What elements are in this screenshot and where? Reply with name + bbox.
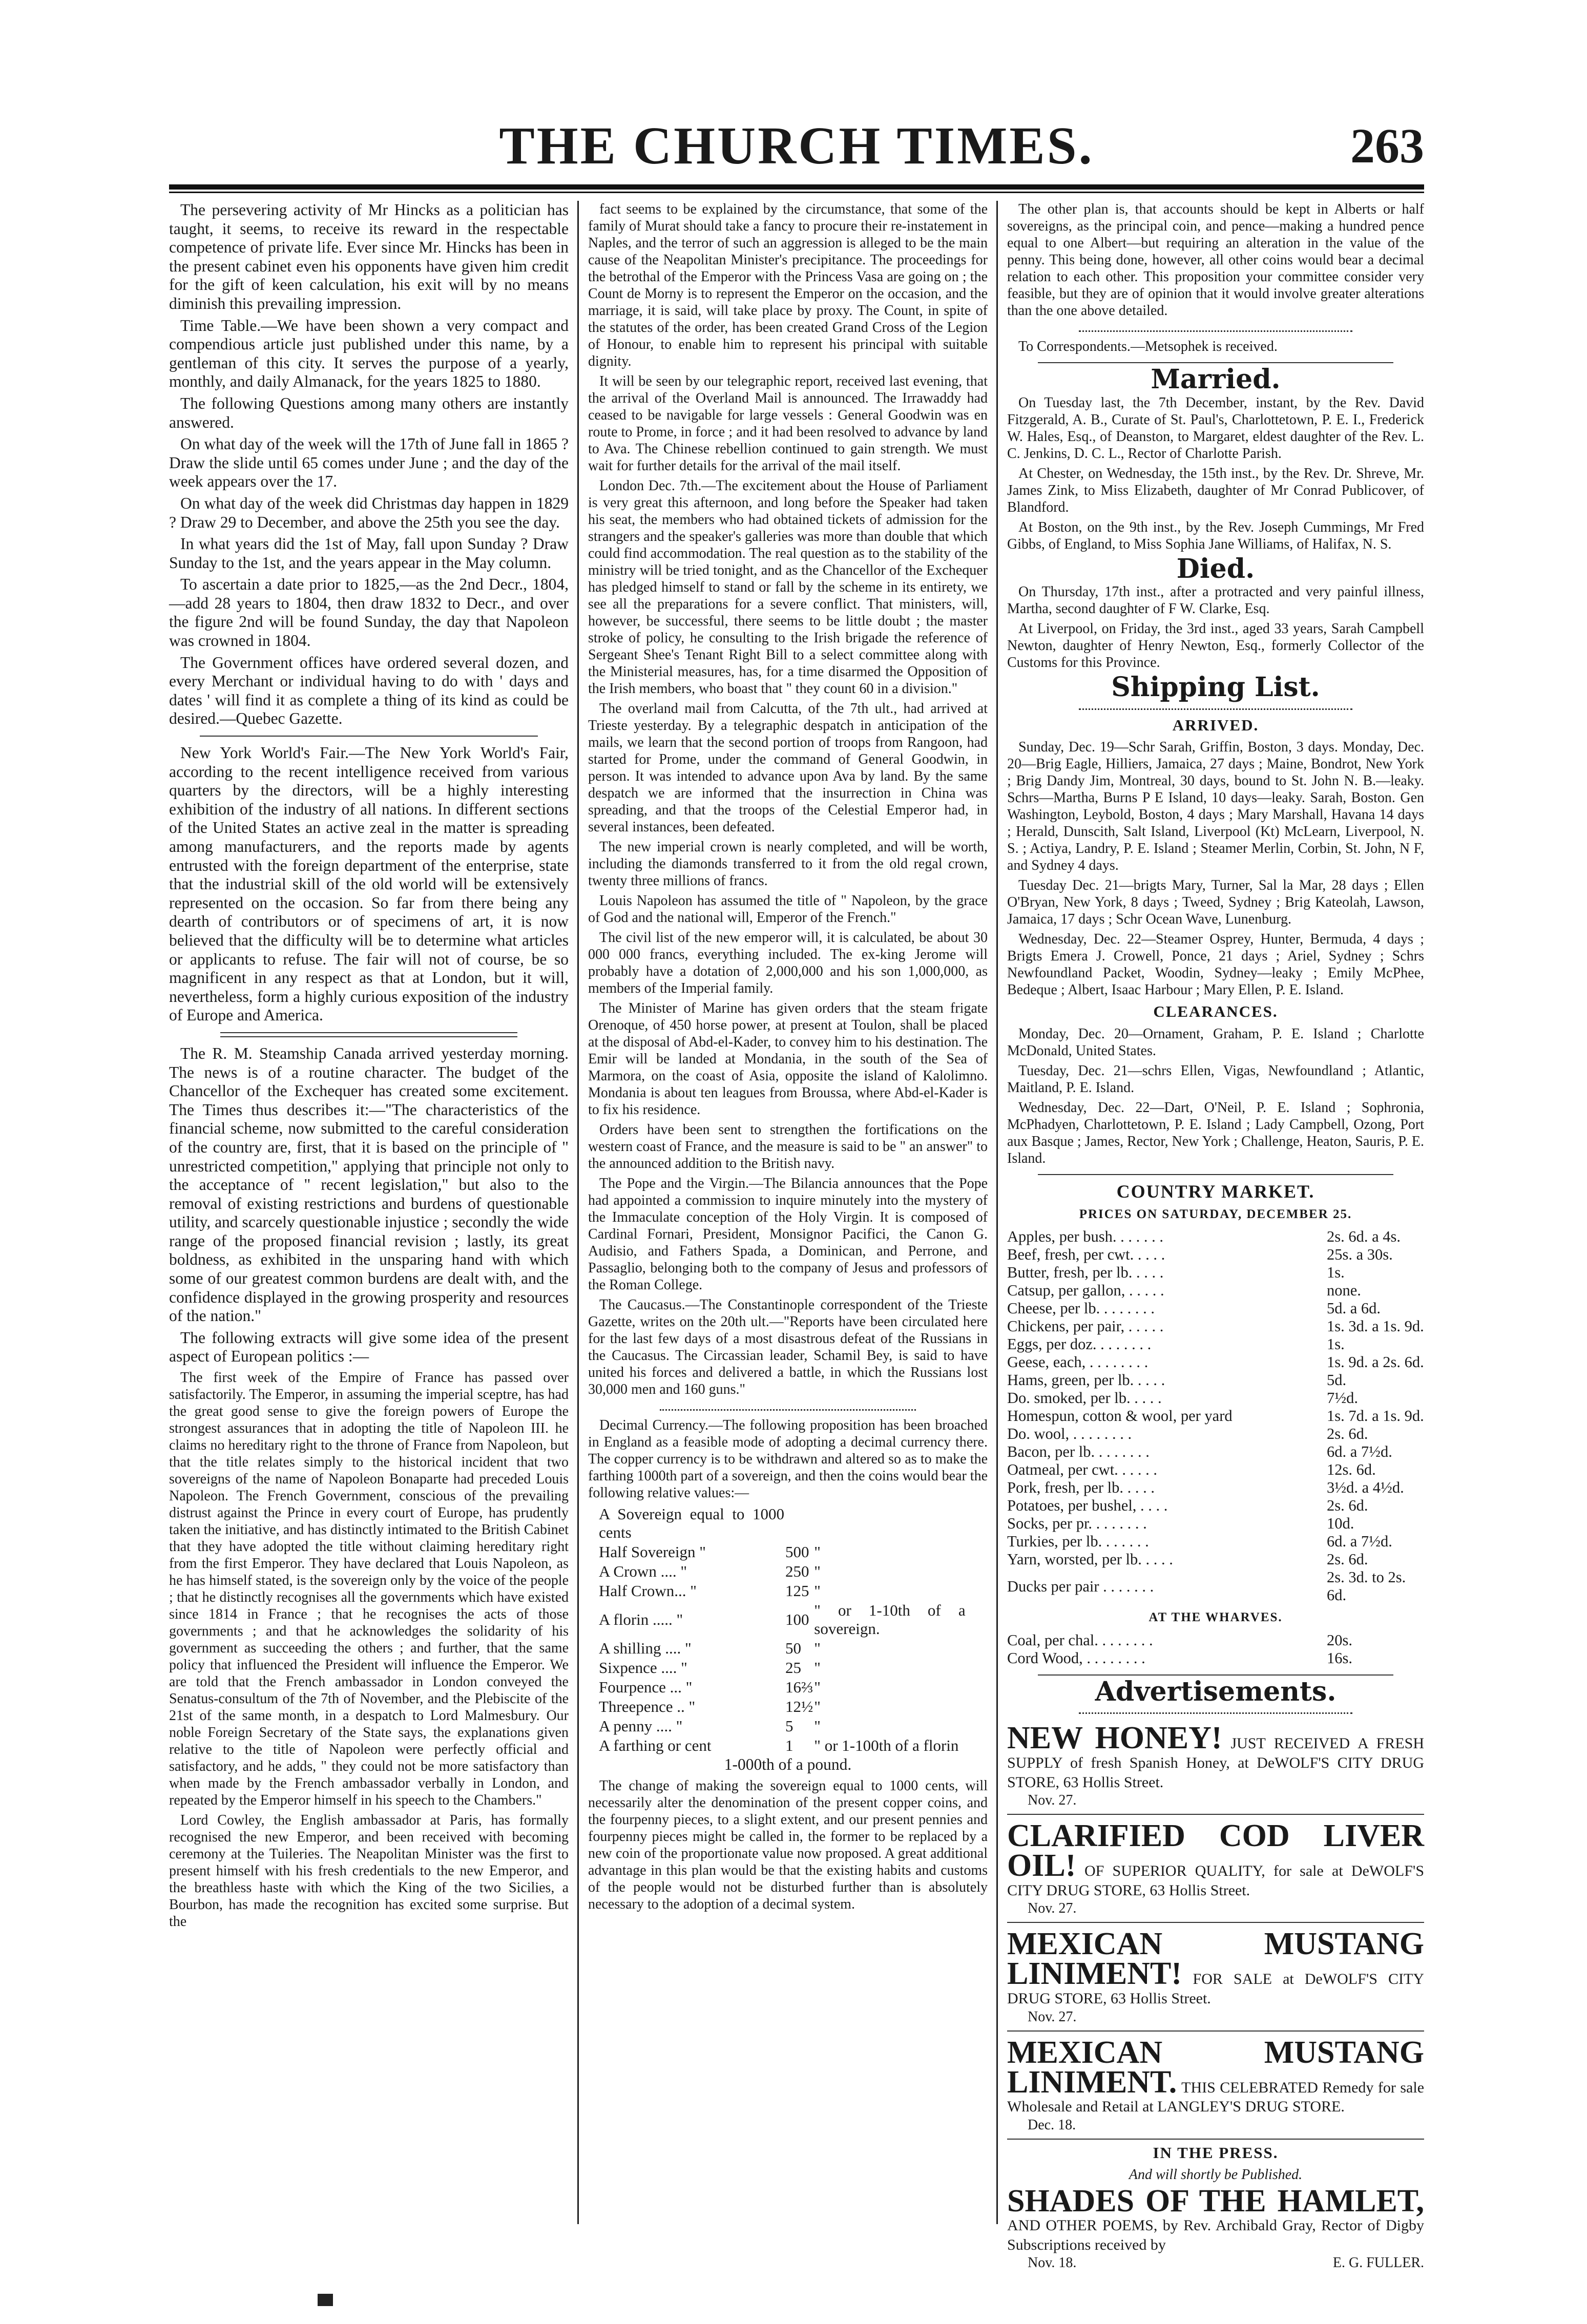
masthead-rule [169,184,1424,190]
market-heading: COUNTRY MARKET. [1116,1181,1315,1202]
section-separator [1038,1174,1393,1175]
masthead-title: THE CHURCH TIMES. [499,116,1094,175]
shipping-paragraph: Tuesday Dec. 21—brigts Mary, Turner, Sal la Mar, 28 days ; Ellen O'Bryan, New York, 8 days ; Tweed, Sydney ; Brig Kateolah, Lawson, Jamaica, 17 days ; Schr Ocean Wave, Lunenburg. [1007,877,1424,928]
table-row [1007,1461,1424,1479]
ad-signature: E. G. FULLER. [1332,2255,1424,2271]
article-paragraph: The other plan is, that accounts should be kept in Alberts or half sovereigns, as the principal coin, and pence—making a hundred pence equal to one Albert—but requiring an alteration in the value of the penny. This being done, however, all other coins would bear a decimal relation to each other. This proposition your committee consider very feasible, but they are of opinion that it would involve greater alterations than the one above detailed. [1007,201,1424,319]
table-row [1007,1631,1424,1649]
ad-date: Nov. 27. [1028,1792,1077,1809]
market-price: 10d. [1327,1515,1354,1533]
shipping-paragraph: Tuesday, Dec. 21—schrs Ellen, Vigas, Newfoundland ; Atlantic, Maitland, P. E. Island. [1007,1062,1424,1096]
article-paragraph: The Caucasus.—The Constantinople correspondent of the Trieste Gazette, writes on the 20th ult.—"Reports have been circulated here for the last few days of a most disastrous defeat of the Russians in the Caucasus. The Circassian leader, Schamil Bey, is said to have united his forces and delivered a battle, in which the Russians lost 30,000 men and 160 guns." [588,1297,988,1397]
market-item: Yarn, worsted, per lb. . . . . [1007,1551,1173,1568]
table-row [598,1601,966,1639]
market-item: Turkies, per lb. . . . . . . [1007,1533,1149,1551]
clearances-heading: CLEARANCES. [1153,1002,1278,1021]
market-price: 16s. [1327,1649,1352,1667]
currency-value: 50 [785,1639,802,1657]
market-price: 25s. a 30s. [1327,1246,1393,1264]
article-paragraph: The following Questions among many others are instantly answered. [169,394,569,431]
section-separator [1079,1707,1352,1714]
ad-headline: SHADES OF THE HAMLET, [1007,2184,1424,2219]
column-2 [588,201,988,2224]
article-paragraph: In what years did the 1st of May, fall upon Sunday ? Draw Sunday to the 1st, and the years appear in the May column. [169,535,569,572]
currency-note: " or 1-100th of a florin [814,1736,959,1754]
market-item: Coal, per chal. . . . . . . . [1007,1631,1153,1649]
currency-name: A penny .... " [599,1717,683,1735]
currency-name: A Crown .... " [599,1562,687,1580]
currency-value: 250 [785,1562,809,1580]
table-row [1007,1282,1424,1300]
article-paragraph: fact seems to be explained by the circumstance, that some of the family of Murat should take a fancy to procure their re-instatement in Naples, and the terror of such an aggression is alleged to be the main cause of the Neapolitan Minister's precipitance. The proceedings for the betrothal of the Emperor with the Princess Vasa are going on ; the Count de Morny is to represent the Emperor on the occasion, and the marriage, it is said, will take place by proxy. The Count, in spite of the statutes of the order, has been created Grand Cross of the Legion of Honour, to enable him to represent his principal with suitable dignity. [588,201,988,369]
article-paragraph: The civil list of the new emperor will, it is calculated, be about 30 000 000 francs, everything included. The ex-king Jerome will probably have a dotation of 2,000,000 and his son 1,000,000, as members of the Imperial family. [588,930,988,996]
page-number: 263 [1350,118,1424,173]
article-paragraph: The Minister of Marine has given orders that the steam frigate Orenoque, of 450 horse power, at present at Toulon, shall be placed at the disposal of Abd-el-Kader, to convey him to his destination. The Emir will be landed at Mondania, in the south of the Sea of Marmora, on the coast of Asia, opposite the island of Kalolimno. Mondania is about ten leagues from Broussa, where Abd-el-Kader is to fix his residence. [588,1000,988,1118]
market-price: 1s. 9d. a 2s. 6d. [1327,1353,1424,1371]
ad-text: OF SUPERIOR QUALITY, for sale at DeWOLF'S CITY DRUG STORE, 63 Hollis Street. [1007,1862,1424,1899]
article-paragraph: The Pope and the Virgin.—The Bilancia announces that the Pope had appointed a commission to inquire minutely into the mystery of the Immaculate conception of the Holy Virgin. It is composed of Cardinal Fornari, President, Monsignor Pacifici, the Canon G. Audisio, and Fathers Spada, a Dominican, and Perrone, and Passaglio, belonging both to the company of Jesus and professors of the Roman College. [588,1176,988,1293]
notice-paragraph: On Tuesday last, the 7th December, instant, by the Rev. David Fitzgerald, A. B., Curate of St. Paul's, Charlottetown, P. E. I., Frederick W. Hales, Esq., of Deanston, to Margaret, eldest daughter of the Rev. L. C. Jenkins, D. C. L., Rector of Charlotte Parish. [1007,394,1424,462]
notice-paragraph: At Liverpool, on Friday, the 3rd inst., aged 33 years, Sarah Campbell Newton, daughter of Henry Newton, Esq., formerly Collector of the Customs for this Province. [1007,621,1424,671]
article-paragraph: Time Table.—We have been shown a very compact and compendious article just published under this name, by a gentleman of this city. It serves the purpose of a yearly, monthly, and daily Almanack, for the years 1825 to 1880. [169,316,569,391]
table-row [598,1658,966,1678]
married-heading: Married. [1151,364,1281,395]
shipping-heading: Shipping List. [1111,672,1320,703]
currency-value: 25 [785,1659,802,1677]
market-price: 1s. [1327,1264,1345,1282]
market-item: Apples, per bush. . . . . . . [1007,1228,1163,1246]
currency-name: A farthing or cent [599,1736,712,1754]
column-divider-1 [577,201,579,2224]
market-price: 2s. 6d. [1327,1497,1368,1515]
currency-name: A Sovereign equal to 1000 cents [599,1505,785,1541]
table-row [1007,1443,1424,1461]
section-separator [220,1032,517,1037]
article-paragraph: The overland mail from Calcutta, of the 7th ult., had arrived at Trieste yesterday. By a telegraphic despatch in anticipation of the mails, we learn that the second portion of troops from Rangoon, had started for Prome, under the command of General Goodwin, in person. It was intended to advance upon Ava by land. By the same despatch we are informed that the insurrection in China was spreading, and that the troops of the Celestial Emperor had, in several instances, been defeated. [588,701,988,835]
currency-note: " [814,1582,821,1600]
market-item: Cord Wood, . . . . . . . . [1007,1649,1145,1667]
market-price: 2s. 6d. [1327,1425,1368,1443]
market-item: Catsup, per gallon, . . . . . [1007,1282,1164,1300]
section-separator [200,736,538,737]
currency-note: " [814,1717,821,1735]
article-paragraph: It will be seen by our telegraphic report, received last evening, that the arrival of the Overland Mail is announced. The Irrawaddy had ceased to be navigable for large vessels : General Goodwin was en route to Prome, in force ; and it had been resolved to advance by land to Ava. The Chinese rebellion continued to gain strength. We must wait for further details for the arrival of the mail itself. [588,373,988,474]
article-paragraph: The change of making the sovereign equal to 1000 cents, will necessarily alter the denomination of the present copper coins, and the fourpenny pieces, to a slight extent, and our present pennies and fourpenny pieces might be called in, the former to be replaced by a new coin of the proportionate value now proposed. A great additional advantage in this plan would be that the existing habits and customs of the people would not be disturbed further than is absolutely necessary to the adoption of a decimal system. [588,1777,988,1912]
notice-paragraph: At Chester, on Wednesday, the 15th inst., by the Rev. Dr. Shreve, Mr. James Zink, to Miss Elizabeth, daughter of Mr Conrad Publicover, of Blandford. [1007,465,1424,515]
currency-value: 16⅔ [785,1678,813,1696]
table-row [1007,1317,1424,1335]
table-row [598,1639,966,1658]
currency-value: 500 [785,1543,809,1561]
currency-name: Half Crown... " [599,1582,697,1600]
market-item: Cheese, per lb. . . . . . . . [1007,1300,1155,1317]
section-separator [1079,703,1352,710]
masthead [169,110,1424,182]
market-item: Chickens, per pair, . . . . . [1007,1317,1164,1335]
article-paragraph: Decimal Currency.—The following proposition has been broached in England as a feasible mode of adopting a decimal currency there. The copper currency is to be withdrawn and altered so as to make the farthing 1000th part of a sovereign, and then the coins would bear the following relative values:— [588,1417,988,1501]
market-item: Do. smoked, per lb. . . . . [1007,1389,1162,1407]
died-heading: Died. [1176,553,1255,584]
section-separator [1038,362,1393,363]
market-item: Geese, each, . . . . . . . . [1007,1353,1149,1371]
currency-note: " [814,1659,821,1677]
article-paragraph: The following extracts will give some idea of the present aspect of European politics :— [169,1328,569,1366]
advertisement [1007,1818,1424,1923]
shipping-paragraph: Wednesday, Dec. 22—Steamer Osprey, Hunter, Bermuda, 4 days ; Brigts Emera J. Crowell, Ponce, 21 days ; Ariel, Sydney ; Schrs Newfoundland Packet, Woodin, Sydney—leaky ; Emily McPhee, Bedeque ; Albert, Isaac Harbour ; Mary Ellen, P. E. Island. [1007,931,1424,998]
currency-note: " [814,1678,821,1696]
table-row [1007,1425,1424,1443]
currency-note: " [814,1639,821,1657]
shipping-paragraph: Monday, Dec. 20—Ornament, Graham, P. E. Island ; Charlotte McDonald, United States. [1007,1025,1424,1059]
table-row [598,1678,966,1697]
wharves-price-table [1007,1631,1424,1667]
correspondents-notice: To Correspondents.—Metsophek is received. [1018,339,1278,354]
ad-text: THIS CELEBRATED Remedy for sale Wholesale and Retail at LANGLEY'S DRUG STORE. [1007,2079,1425,2116]
ad-text: FOR SALE at DeWOLF'S CITY DRUG STORE, 63 Hollis Street. [1007,1971,1425,2007]
table-row [598,1504,966,1542]
advertisement [1007,1926,1424,2031]
currency-name: Fourpence ... " [599,1678,693,1696]
market-item: Potatoes, per bushel, . . . . [1007,1497,1168,1515]
market-price: 20s. [1327,1631,1352,1649]
column-1 [169,201,569,2224]
market-price: 1s. 3d. a 1s. 9d. [1327,1317,1424,1335]
currency-value [785,1504,813,1542]
ad-headline: MEXICAN MUSTANG LINIMENT. [1007,2035,1424,2100]
article-paragraph: Orders have been sent to strengthen the fortifications on the western coast of France, and the measure is said to be " an answer" to the announced addition to the British navy. [588,1122,988,1171]
currency-name: Sixpence .... " [599,1659,687,1677]
currency-note: " [814,1543,821,1561]
ad-headline: CLARIFIED COD LIVER OIL! [1007,1818,1424,1883]
ad-date: Nov. 18. [1028,2255,1077,2271]
market-item: Socks, per pr. . . . . . . . [1007,1515,1147,1533]
market-subheading: PRICES ON SATURDAY, DECEMBER 25. [1079,1207,1352,1221]
wharves-heading: AT THE WHARVES. [1149,1610,1283,1625]
advertisements-heading: Advertisements. [1095,1676,1337,1707]
ad-headline: NEW HONEY! [1007,1721,1222,1756]
table-row [1007,1371,1424,1389]
table-row [598,1716,966,1736]
column-divider-2 [996,201,998,2224]
market-item: Bacon, per lb. . . . . . . . [1007,1443,1150,1461]
table-row [1007,1568,1424,1604]
market-price: 6d. a 7½d. [1327,1533,1392,1551]
market-item: Hams, green, per lb. . . . . [1007,1371,1165,1389]
market-item: Oatmeal, per cwt. . . . . . [1007,1461,1158,1479]
shipping-paragraph: Wednesday, Dec. 22—Dart, O'Neil, P. E. Island ; Sophronia, McPhadyen, Charlottetown, P. E. Island ; Lady Campbell, Ozong, Port aux Basque ; James, Rector, New York ; Challenge, Heaton, Sauris, P. E. Island. [1007,1099,1424,1166]
market-price: 6d. a 7½d. [1327,1443,1392,1461]
ad-headline: MEXICAN MUSTANG LINIMENT! [1007,1927,1424,1992]
table-row [1007,1353,1424,1371]
market-price: 1s. [1327,1335,1345,1353]
market-price-table [1007,1228,1424,1604]
article-paragraph: To ascertain a date prior to 1825,—as the 2nd Decr., 1804,—add 28 years to 1804, then draw 1832 to Decr., and over the figure 2nd will be found Sunday, the day that Napoleon was crowned in 1804. [169,575,569,650]
article-paragraph: On what day of the week will the 17th of June fall in 1865 ? Draw the slide until 65 comes under June ; and the day of the week appears over the 17. [169,435,569,491]
table-row [1007,1551,1424,1568]
currency-note: " [814,1562,821,1580]
article-paragraph: Lord Cowley, the English ambassador at Paris, has formally recognised the new Emperor, and been received with becoming ceremony at the Tuileries. The Neapolitan Minister was the first to present himself with his fresh credentials to the new Emperor, and the breathless haste with which the King of the two Sicilies, a Bourbon, has made the recognition has excited some surprise. But the [169,1812,569,1930]
market-price: 12s. 6d. [1327,1461,1376,1479]
advertisement [1007,2035,1424,2140]
advertisement [1007,2183,1424,2276]
currency-note [813,1504,966,1542]
table-row [1007,1389,1424,1407]
press-heading: IN THE PRESS. [1153,2143,1279,2162]
market-price: 3½d. a 4½d. [1327,1479,1404,1497]
table-row [1007,1300,1424,1317]
market-price: none. [1327,1282,1361,1300]
advertisement [1007,1720,1424,1815]
article-paragraph: The R. M. Steamship Canada arrived yesterday morning. The news is of a routine character. The budget of the Chancellor of the Exchequer has created some excitement. The Times thus describes it:—"The characteristics of the financial scheme, now submitted to the careful consideration of the country are, first, that it is based on the principle of " unrestricted competition," applying that principle not only to the acceptance of " recent legislation," but also to the removal of existing restrictions and burdens of questionable utility, and scarcely questionable injustice ; secondly the wide range of the proposed financial revision ; lastly, its great boldness, as exhibited in the unsparing hand with which some of our greatest common burdens are dealt with, and the confidence displayed in the growing prosperity and resources of the nation." [169,1044,569,1325]
table-row [1007,1479,1424,1497]
ad-date: Nov. 27. [1028,2008,1077,2025]
table-row [1007,1497,1424,1515]
article-paragraph: The persevering activity of Mr Hincks as a politician has taught, it seems, to receive its reward in the respectable competence of private life. Ever since Mr. Hincks has been in the present cabinet even his opponents have given him credit for the gift of keen calculation, his exit will by no means diminish this prevailing impression. [169,201,569,312]
article-paragraph: London Dec. 7th.—The excitement about the House of Parliament is very great this afternoon, and long before the Speaker had taken his seat, the members who had obtained tickets of admission for the strangers and the speaker's galleries was more than double that which could find accommodation. The real question as to the stability of the ministry will be tried tonight, and as the Chancellor of the Exchequer has pledged himself to stand or fall by the scheme in its entirety, we see all the preparations for a severe conflict. That ministers, will, however, be successful, there seems to be little doubt ; the master stroke of policy, he consulting to the Irish brigade the reference of Sergeant Shee's Tenant Right Bill to a select committee along with the Ministerial measures, has, for a time disarmed the Opposition of the Irish members, who boast that " they count 60 in a division." [588,478,988,697]
section-separator [660,1404,916,1411]
currency-table [598,1504,966,1755]
market-item: Do. wool, . . . . . . . . [1007,1425,1132,1443]
market-item: Eggs, per doz. . . . . . . . [1007,1335,1152,1353]
market-price: 7½d. [1327,1389,1358,1407]
table-row [598,1736,966,1755]
table-row [1007,1407,1424,1425]
section-separator [1079,325,1352,332]
ad-text: AND OTHER POEMS, by Rev. Archibald Gray, Rector of Digby Subscriptions received by [1007,2217,1424,2253]
currency-name: Threepence .. " [599,1698,696,1715]
ad-date: Dec. 18. [1028,2117,1076,2133]
article-paragraph: The Government offices have ordered several dozen, and every Merchant or individual having to do with ' days and dates ' will find it as complete a thing of its kind as could be desired.—Quebec Gazette. [169,653,569,728]
table-row [1007,1515,1424,1533]
currency-name: A florin ..... " [599,1610,683,1628]
ad-date: Nov. 27. [1028,1900,1077,1917]
table-row [598,1581,966,1601]
currency-note: " or 1-10th of a sovereign. [814,1601,966,1638]
market-item: Butter, fresh, per lb. . . . . [1007,1264,1164,1282]
column-3 [1007,201,1425,2271]
table-row [598,1697,966,1716]
shipping-paragraph: Sunday, Dec. 19—Schr Sarah, Griffin, Boston, 3 days. Monday, Dec. 20—Brig Eagle, Hilliers, Jamaica, 27 days ; Maine, Bondrot, New York ; Brig Dandy Jim, Montreal, 30 days, bound to St. John N. B.—leaky. Schrs—Martha, Burns P E Island, 10 days—leaky. Sarah, Boston. Gen Washington, Leybold, Boston, 4 days ; Mary Marshall, Havana 14 days ; Herald, Dunscith, Salt Island, Liverpool (Kt) McLearn, Liverpool, N. S. ; Actiya, Landry, P. E. Island ; Steamer Merlin, Corbin, St. John, N F, and Sydney 4 days. [1007,739,1424,874]
market-price: 2s. 3d. to 2s. 6d. [1327,1568,1406,1604]
print-mark [318,2294,333,2306]
ad-text: JUST RECEIVED A FRESH SUPPLY of fresh Spanish Honey, at DeWOLF'S CITY DRUG STORE, 63 Hollis Street. [1007,1735,1424,1791]
currency-name: Half Sovereign " [599,1543,706,1561]
notice-paragraph: On Thursday, 17th inst., after a protracted and very painful illness, Martha, second daughter of F W. Clarke, Esq. [1007,584,1424,617]
currency-tail: 1-000th of a pound. [724,1755,852,1773]
currency-note: " [814,1698,821,1715]
arrived-heading: ARRIVED. [1172,716,1259,734]
market-price: 2s. 6d. a 4s. [1327,1228,1401,1246]
currency-value: 5 [785,1717,794,1735]
article-paragraph: The new imperial crown is nearly completed, and will be worth, including the diamonds transferred to it from the old regal crown, twenty three millions of francs. [588,839,988,889]
market-price: 5d. a 6d. [1327,1300,1381,1317]
article-paragraph: On what day of the week did Christmas day happen in 1829 ? Draw 29 to December, and above the 25th you see the day. [169,494,569,531]
market-price: 2s. 6d. [1327,1551,1368,1568]
article-paragraph: Louis Napoleon has assumed the title of " Napoleon, by the grace of God and the national will, Emperor of the French." [588,893,988,926]
article-paragraph: New York World's Fair.—The New York World's Fair, according to the recent intelligence received from various quarters by the directors, will be a highly interesting exhibition of the industry of all nations. In different sections of the United States an active zeal in the matter is spreading among manufacturers, and the reports made by agents entrusted with the foreign department of the enterprise, state that the industrial skill of the old world will be extensively represented on the occasion. So far from there being any dearth of contributors or of specimens of art, it is now believed that the difficulty will be to determine what articles or applicants to refuse. The fair will not of course, be so magnificent in any respect as that at London, but it will, nevertheless, form a highly curious exposition of the industry of Europe and America. [169,744,569,1024]
market-item: Ducks per pair . . . . . . . [1007,1577,1154,1595]
table-row [1007,1335,1424,1353]
market-item: Pork, fresh, per lb. . . . . [1007,1479,1155,1497]
section-separator [1038,1674,1393,1676]
table-row [1007,1649,1424,1667]
market-price: 5d. [1327,1371,1347,1389]
table-row [1007,1246,1424,1264]
press-subheading: And will shortly be Published. [1129,2167,1303,2183]
currency-value: 100 [785,1610,809,1628]
notice-paragraph: At Boston, on the 9th inst., by the Rev. Joseph Cummings, Mr Fred Gibbs, of England, to Miss Sophia Jane Williams, of Halifax, N. S. [1007,519,1424,552]
table-row [598,1562,966,1581]
currency-value: 125 [785,1582,809,1600]
market-price: 1s. 7d. a 1s. 9d. [1327,1407,1424,1425]
table-row [1007,1533,1424,1551]
table-row [1007,1228,1424,1246]
article-paragraph: The first week of the Empire of France has passed over satisfactorily. The Emperor, in assuming the imperial sceptre, has had the great good sense to give the foreign powers of Europe the strongest assurances that in adopting the title of Napoleon III. he claims no hereditary right to the throne of France from Napoleon, but that the title relates simply to the historical incident that two sovereigns of the name of Napoleon Bonaparte had preceded Louis Napoleon. The French Government, conscious of the prevailing distrust against the Prince in every court of Europe, has prudently taken the initiative, and has distinctly intimated to the British Cabinet that they have adopted the title without claiming hereditary right from the first Emperor. They have declared that Louis Napoleon, as he has himself stated, is the sovereign only by the voice of the people ; that he distinctly recognises all the governments which have existed since 1814 in France ; that he recognises the acts of those governments ; and that he acknowledges the solidarity of his government as succeeding the others ; and further, that the same policy that influenced the President will influence the Emperor. We are told that the French ambassador in London conveyed the Senatus-consultum of the 7th of November, and the Plebiscite of the 21st of the same month, in a despatch to Lord Malmesbury. Our noble Foreign Secretary of the State says, the explanations given relative to the title of Napoleon were perfectly official and satisfactory, and he adds, " they could not be more satisfactory than when made by the French ambassador verbally in London, and repeated by the Emperor himself in his speech to the Chambers." [169,1370,569,1809]
table-row [598,1542,966,1562]
market-item: Beef, fresh, per cwt. . . . . [1007,1246,1165,1264]
market-item: Homespun, cotton & wool, per yard [1007,1407,1233,1425]
masthead-rule-thin [169,192,1424,193]
currency-value: 12½ [785,1698,813,1715]
table-row [1007,1264,1424,1282]
currency-value: 1 [785,1736,794,1754]
currency-name: A shilling .... " [599,1639,692,1657]
